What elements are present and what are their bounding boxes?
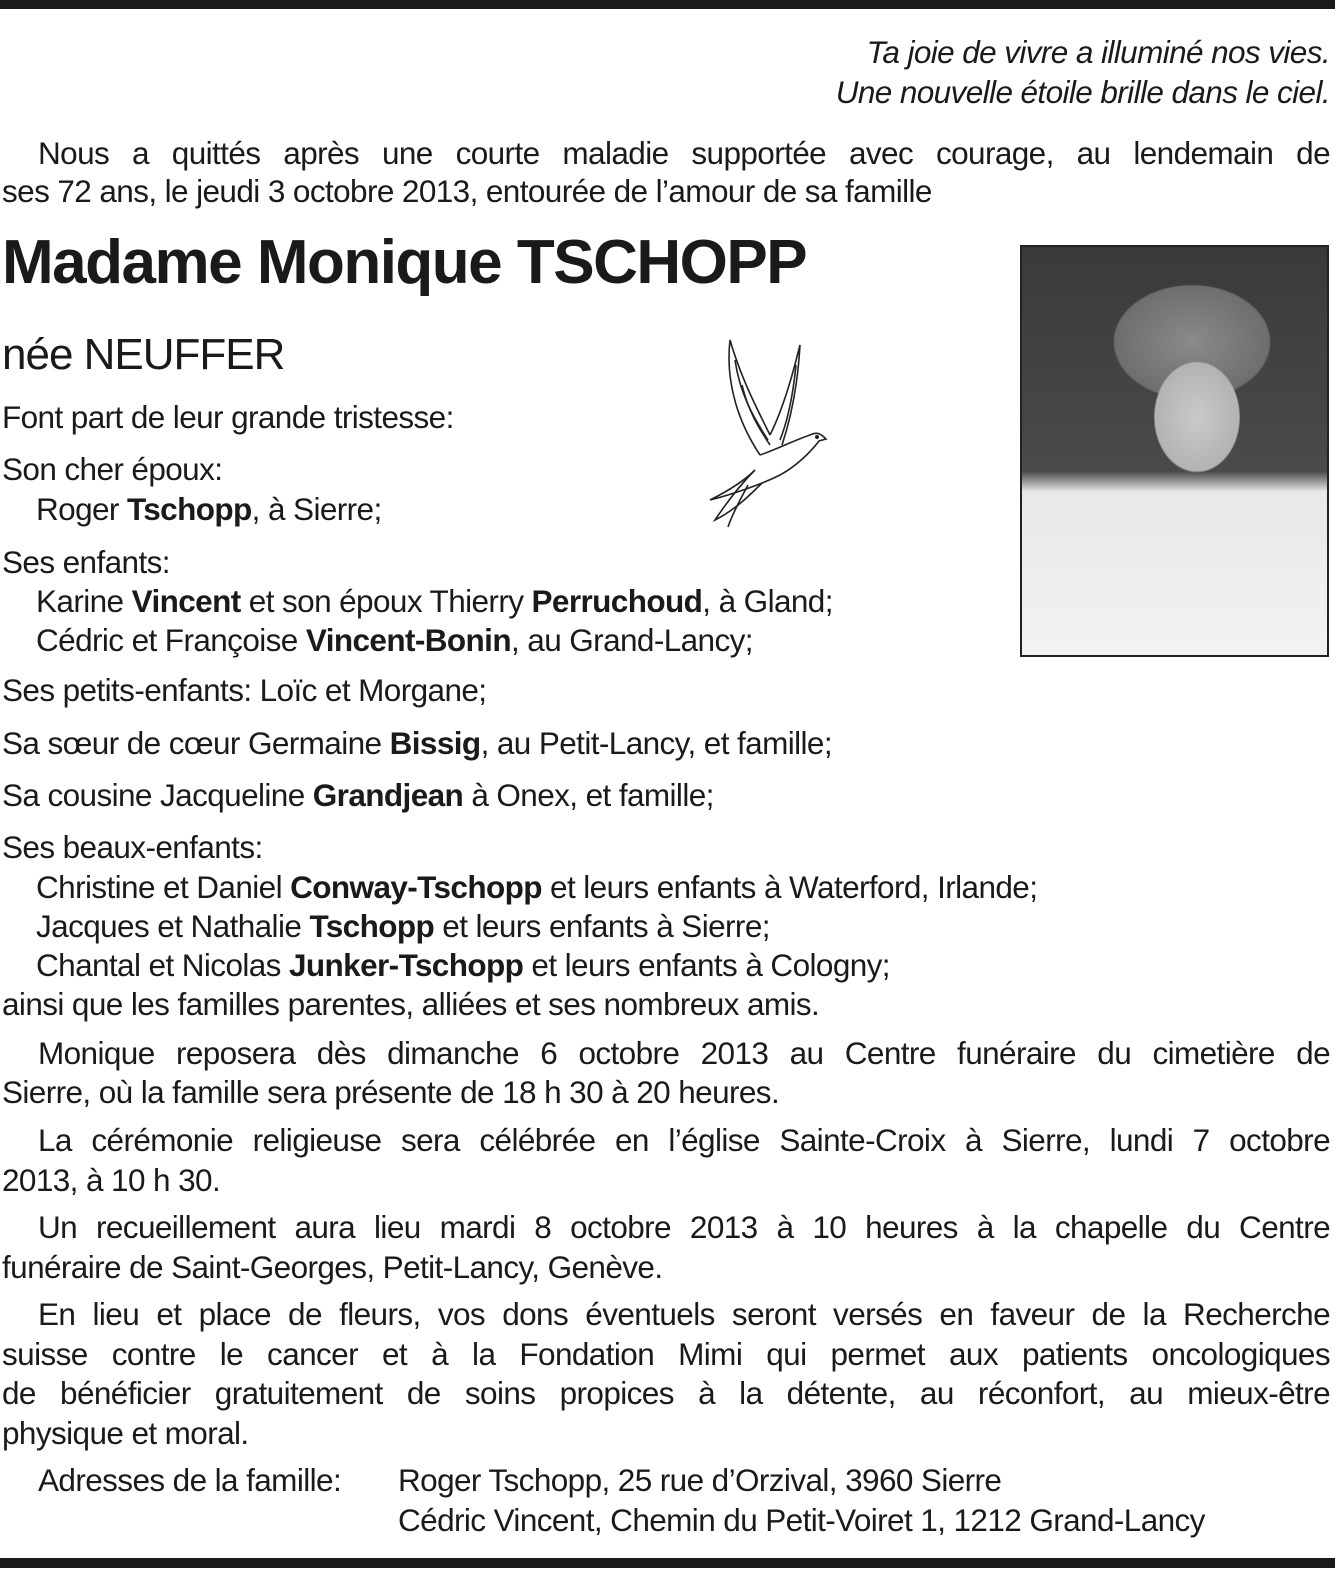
- donations-line: de bénéficier gratuitement de soins propices à la détente, au réconfort, au mieux-être: [2, 1375, 1330, 1411]
- cousin-line: [2, 775, 1330, 815]
- surname: Junker-Tschopp: [288, 947, 524, 983]
- text: , au Grand-Lancy;: [510, 622, 753, 658]
- children-heading: Ses enfants:: [2, 544, 170, 580]
- text: , au Petit-Lancy, et famille;: [480, 725, 832, 761]
- intro-line: ses 72 ans, le jeudi 3 octobre 2013, entourée de l’amour de sa famille: [2, 173, 932, 209]
- address-1: Roger Tschopp, 25 rue d’Orzival, 3960 Sierre: [398, 1462, 1002, 1498]
- surname: Conway-Tschopp: [290, 869, 542, 905]
- text: à Onex, et famille;: [463, 777, 714, 813]
- families-line: ainsi que les familles parentes, alliées et ses nombreux amis.: [2, 986, 820, 1022]
- stepchildren-line: [36, 945, 1330, 985]
- children-line: [36, 620, 1330, 660]
- text: Sa cousine Jacqueline: [2, 777, 313, 813]
- surname: Vincent-Bonin: [305, 622, 511, 658]
- vigil-line: Monique reposera dès dimanche 6 octobre 2013 au Centre funéraire du cimetière de: [38, 1035, 1330, 1071]
- surname: Grandjean: [312, 777, 464, 813]
- text: Sa sœur de cœur Germaine: [2, 725, 390, 761]
- surname: Tschopp: [309, 908, 435, 944]
- text: , à Sierre;: [251, 491, 382, 527]
- text: et leurs enfants à Sierre;: [434, 908, 770, 944]
- vigil-line: Sierre, où la famille sera présente de 18 h 30 à 20 heures.: [2, 1074, 780, 1110]
- text: Karine: [36, 583, 132, 619]
- addresses-label: Adresses de la famille:: [38, 1462, 342, 1498]
- deceased-name: Madame Monique TSCHOPP: [2, 228, 807, 297]
- ceremony-line: 2013, à 10 h 30.: [2, 1162, 221, 1198]
- intro-line: Nous a quittés après une courte maladie supportée avec courage, au lendemain de: [38, 135, 1330, 171]
- stepchildren-heading: Ses beaux-enfants:: [2, 829, 263, 865]
- text: Cédric et Françoise: [36, 622, 306, 658]
- announce-text: Font part de leur grande tristesse:: [2, 399, 454, 435]
- recueillement-line: funéraire de Saint-Georges, Petit-Lancy, Genève.: [2, 1249, 663, 1285]
- stepchildren-line: [36, 906, 1330, 946]
- recueillement-line: Un recueillement aura lieu mardi 8 octobre 2013 à 10 heures à la chapelle du Centre: [38, 1209, 1330, 1245]
- sister-line: [2, 723, 1330, 763]
- stepchildren-line: [36, 867, 1330, 907]
- grandchildren-line: Ses petits-enfants: Loïc et Morgane;: [2, 672, 487, 708]
- ceremony-line: La cérémonie religieuse sera célébrée en l’église Sainte-Croix à Sierre, lundi 7 octobre: [38, 1122, 1330, 1158]
- maiden-name: née NEUFFER: [2, 330, 285, 379]
- donations-line: En lieu et place de fleurs, vos dons éventuels seront versés en faveur de la Recherche: [38, 1296, 1330, 1332]
- surname: Tschopp: [126, 491, 252, 527]
- address-2: Cédric Vincent, Chemin du Petit-Voiret 1, 1212 Grand-Lancy: [398, 1502, 1205, 1538]
- surname: Perruchoud: [531, 583, 703, 619]
- text: et leurs enfants à Cologny;: [523, 947, 890, 983]
- spouse-line: [36, 489, 1330, 529]
- quote-line: Ta joie de vivre a illuminé nos vies.: [866, 34, 1330, 70]
- text: Jacques et Nathalie: [36, 908, 310, 944]
- top-rule: [0, 0, 1335, 9]
- quote-line: Une nouvelle étoile brille dans le ciel.: [835, 74, 1330, 110]
- spouse-heading: Son cher époux:: [2, 451, 223, 487]
- surname: Vincent: [131, 583, 241, 619]
- text: et son époux Thierry: [240, 583, 532, 619]
- text: et leurs enfants à Waterford, Irlande;: [541, 869, 1038, 905]
- surname: Bissig: [389, 725, 481, 761]
- text: Roger: [36, 491, 127, 527]
- donations-line: suisse contre le cancer et à la Fondation Mimi qui permet aux patients oncologiques: [2, 1336, 1330, 1372]
- text: , à Gland;: [702, 583, 833, 619]
- text: Chantal et Nicolas: [36, 947, 289, 983]
- bottom-rule: [0, 1558, 1335, 1568]
- text: Christine et Daniel: [36, 869, 291, 905]
- donations-line: physique et moral.: [2, 1415, 249, 1451]
- children-line: [36, 581, 1330, 621]
